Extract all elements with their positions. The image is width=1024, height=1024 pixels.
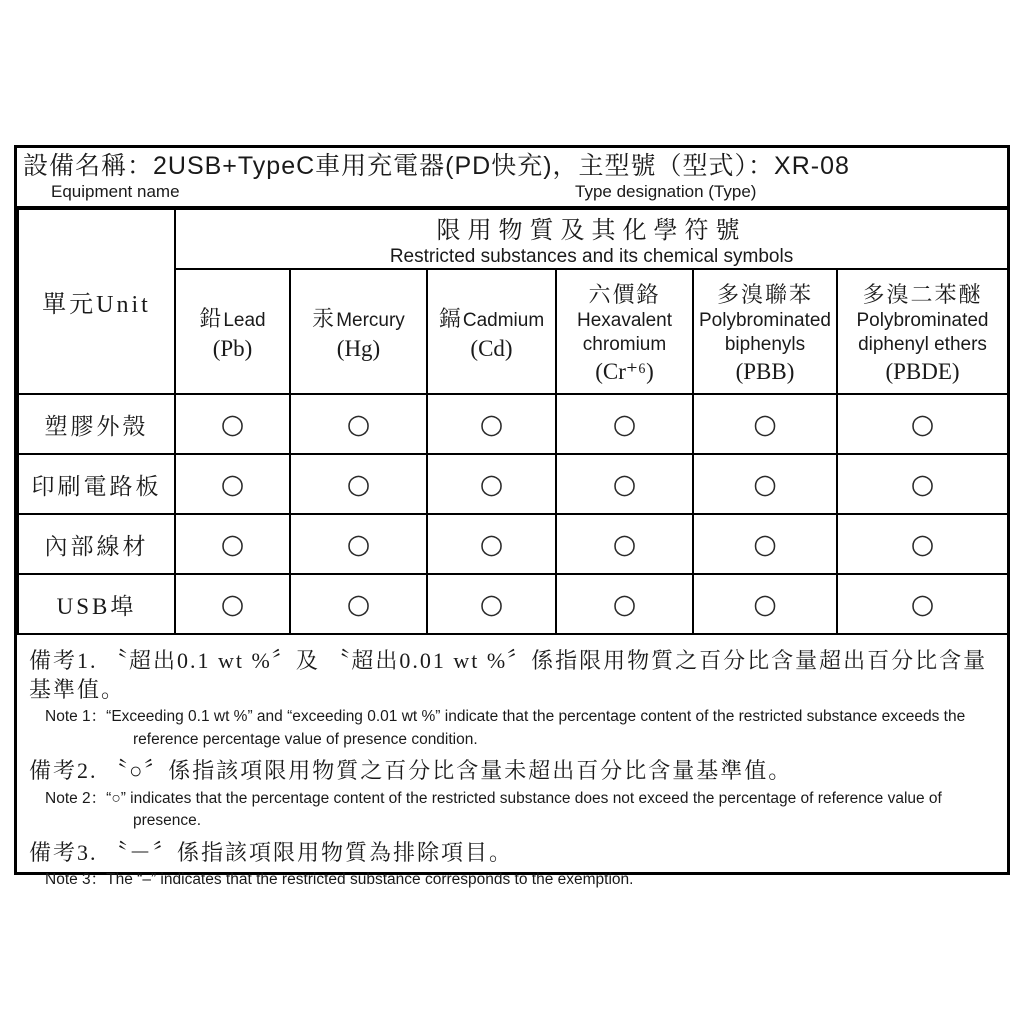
note-3-en-text: The “–” indicates that the restricted substance corresponds to the exemption. bbox=[106, 871, 634, 889]
equipment-name-label: Equipment name bbox=[51, 182, 180, 202]
compliance-mark: ○ bbox=[556, 454, 693, 514]
row-label: 內部線材 bbox=[18, 514, 175, 574]
group-header-en: Restricted substances and its chemical symbols bbox=[389, 246, 794, 267]
mercury-zh: 汞 bbox=[312, 305, 337, 331]
column-header-pbde bbox=[837, 269, 1008, 394]
pbde-zh: 多溴二苯醚 bbox=[862, 281, 983, 307]
compliance-mark: ○ bbox=[693, 514, 837, 574]
note-3 bbox=[29, 839, 997, 892]
compliance-mark: ○ bbox=[556, 574, 693, 634]
lead-zh: 鉛 bbox=[199, 305, 224, 331]
compliance-mark: ○ bbox=[427, 514, 556, 574]
group-header-row bbox=[18, 209, 1008, 269]
title-box bbox=[17, 148, 1007, 208]
lead-en: Lead bbox=[223, 309, 266, 331]
column-header-mercury bbox=[290, 269, 427, 394]
chromium-en: Hexavalent chromium bbox=[576, 309, 673, 355]
column-header-cadmium bbox=[427, 269, 556, 394]
compliance-mark: ○ bbox=[175, 394, 290, 454]
compliance-mark: ○ bbox=[175, 514, 290, 574]
compliance-mark: ○ bbox=[290, 574, 427, 634]
pbb-symbol: (PBB) bbox=[735, 359, 795, 385]
cadmium-symbol: (Cd) bbox=[470, 335, 513, 361]
note-3-en bbox=[45, 869, 997, 891]
unit-header-cell: 單元Unit bbox=[18, 209, 175, 394]
rohs-declaration-table bbox=[14, 145, 1010, 889]
compliance-mark: ○ bbox=[556, 394, 693, 454]
table-row-plastic-housing bbox=[18, 394, 1008, 454]
type-designation-label: Type designation (Type) bbox=[575, 182, 757, 202]
column-header-hexavalent-chromium bbox=[556, 269, 693, 394]
compliance-mark: ○ bbox=[837, 574, 1008, 634]
note-1-en bbox=[45, 706, 997, 751]
row-label: 塑膠外殼 bbox=[18, 394, 175, 454]
mercury-en: Mercury bbox=[336, 309, 405, 331]
note-1 bbox=[29, 647, 997, 751]
group-header-zh: 限用物質及其化學符號 bbox=[436, 218, 747, 244]
compliance-mark: ○ bbox=[837, 514, 1008, 574]
title-subtitle-row bbox=[23, 182, 1001, 206]
compliance-mark: ○ bbox=[427, 394, 556, 454]
note-3-zh: 備考3. 〝－〞係指該項限用物質為排除項目。 bbox=[29, 839, 514, 865]
cadmium-en: Cadmium bbox=[462, 309, 545, 331]
group-header-cell bbox=[175, 209, 1008, 269]
compliance-mark: ○ bbox=[427, 574, 556, 634]
compliance-mark: ○ bbox=[693, 574, 837, 634]
note-2 bbox=[29, 757, 997, 833]
column-header-lead bbox=[175, 269, 290, 394]
compliance-mark: ○ bbox=[290, 514, 427, 574]
table-row-internal-wiring bbox=[18, 514, 1008, 574]
pbb-en: Polybrominated biphenyls bbox=[698, 309, 832, 355]
pbde-en: Polybrominated diphenyl ethers bbox=[856, 309, 989, 355]
compliance-mark: ○ bbox=[290, 454, 427, 514]
lead-symbol: (Pb) bbox=[212, 335, 253, 361]
note-2-en-text: “○” indicates that the percentage content of the restricted substance does not exceed the percentage of reference value of presence. bbox=[106, 789, 942, 830]
pbb-zh: 多溴聯苯 bbox=[716, 281, 813, 307]
compliance-mark: ○ bbox=[556, 514, 693, 574]
pbde-symbol: (PBDE) bbox=[885, 359, 960, 385]
mercury-symbol: (Hg) bbox=[336, 335, 381, 361]
note-3-en-prefix: Note 3： bbox=[45, 871, 107, 889]
table-row-usb-port bbox=[18, 574, 1008, 634]
cadmium-zh: 鎘 bbox=[438, 305, 463, 331]
compliance-mark: ○ bbox=[837, 394, 1008, 454]
compliance-mark: ○ bbox=[290, 394, 427, 454]
note-1-zh: 備考1. 〝超出0.1 wt %〞及 〝超出0.01 wt %〞係指限用物質之百分比含量超出百分比含量基準值。 bbox=[29, 648, 988, 702]
restricted-substances-table bbox=[17, 208, 1009, 635]
compliance-mark: ○ bbox=[693, 394, 837, 454]
column-header-pbb bbox=[693, 269, 837, 394]
chromium-symbol: (Cr⁺⁶) bbox=[595, 359, 654, 385]
row-label: 印刷電路板 bbox=[18, 454, 175, 514]
note-2-en bbox=[45, 788, 997, 833]
compliance-mark: ○ bbox=[837, 454, 1008, 514]
compliance-mark: ○ bbox=[693, 454, 837, 514]
table-row-pcb bbox=[18, 454, 1008, 514]
chromium-zh: 六價鉻 bbox=[588, 281, 661, 307]
note-2-zh: 備考2. 〝○〞係指該項限用物質之百分比含量未超出百分比含量基準值。 bbox=[29, 758, 793, 784]
note-1-en-prefix: Note 1： bbox=[45, 708, 107, 726]
compliance-mark: ○ bbox=[175, 454, 290, 514]
equipment-title: 設備名稱：2USB+TypeC車用充電器(PD快充)，主型號（型式）：XR-08 bbox=[23, 152, 850, 180]
compliance-mark: ○ bbox=[175, 574, 290, 634]
row-label: USB埠 bbox=[18, 574, 175, 634]
note-2-en-prefix: Note 2： bbox=[45, 789, 107, 807]
compliance-mark: ○ bbox=[427, 454, 556, 514]
notes-section bbox=[17, 635, 1007, 892]
note-1-en-text: “Exceeding 0.1 wt %” and “exceeding 0.01 wt %” indicate that the percentage content of the restricted substance exceeds the reference percentage value of presence condition. bbox=[106, 708, 966, 748]
